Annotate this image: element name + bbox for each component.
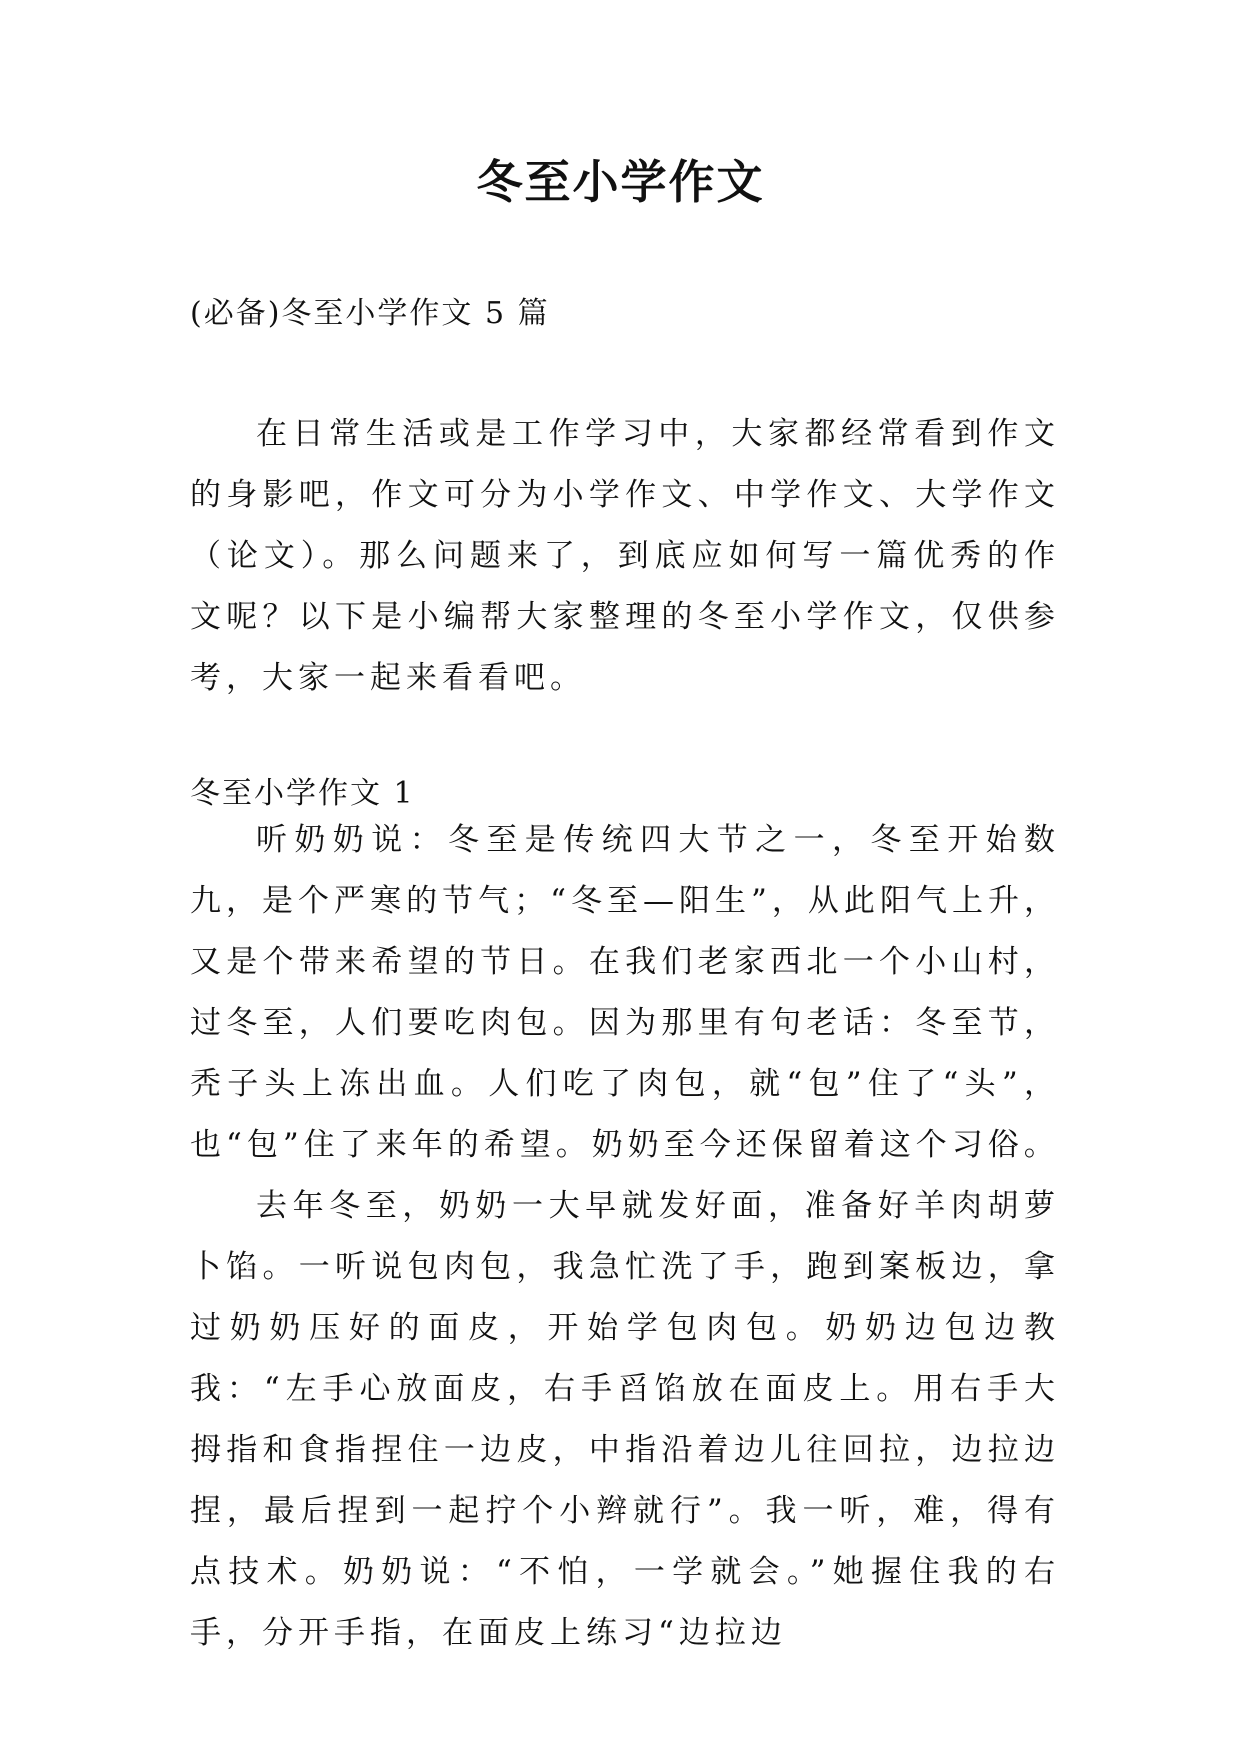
essay-paragraph-1: 听奶奶说：冬至是传统四大节之一，冬至开始数九，是个严寒的节气；“冬至—阳生”，从此阳气上升，又是个带来希望的节日。在我们老家西北一个小山村，过冬至，人们要吃肉包。因为那里有句老话：冬至节，秃子头上冻出血。人们吃了肉包，就“包”住了“头”，也“包”住了来年的希望。奶奶至今还保留着这个习俗。 [190,822,1060,1163]
intro-paragraph: 在日常生活或是工作学习中，大家都经常看到作文的身影吧，作文可分为小学作文、中学作文、大学作文（论文）。那么问题来了，到底应如何写一篇优秀的作文呢？以下是小编帮大家整理的冬至小学作文，仅供参考，大家一起来看看吧。 [190,416,1060,696]
document-subtitle: (必备)冬至小学作文 5 篇 [190,296,550,331]
essay-paragraph-2: 去年冬至，奶奶一大早就发好面，准备好羊肉胡萝卜馅。一听说包肉包，我急忙洗了手，跑到案板边，拿过奶奶压好的面皮，开始学包肉包。奶奶边包边教我：“左手心放面皮，右手舀馅放在面皮上。用右手大拇指和食指捏住一边皮，中指沿着边儿往回拉，边拉边捏，最后捏到一起拧个小辫就行”。我一听，难，得有点技术。奶奶说：“不怕，一学就会。”她握住我的右手，分开手指，在面皮上练习“边拉边 [190,1188,1060,1651]
section-heading: 冬至小学作文 1 [190,776,415,811]
document-title: 冬至小学作文 [476,155,765,209]
